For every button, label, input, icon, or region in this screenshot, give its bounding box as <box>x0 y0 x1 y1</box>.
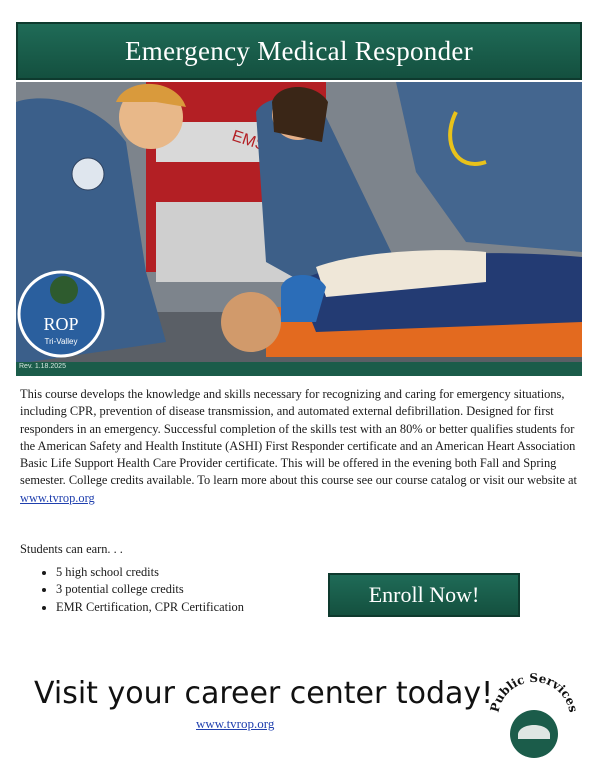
page-title: Emergency Medical Responder <box>125 35 473 66</box>
visit-career-center-heading: Visit your career center today! <box>34 676 494 711</box>
title-banner <box>16 22 582 80</box>
hero-photo <box>16 82 582 364</box>
revision-date: Rev. 1.18.2025 <box>19 363 66 370</box>
list-item: • 3 potential college credits <box>56 581 244 598</box>
earn-title: Students can earn. . . <box>20 542 123 556</box>
benefits-list <box>20 564 244 616</box>
footer-website-link[interactable]: www.tvrop.org <box>196 716 275 731</box>
truck-lettering: EMS <box>229 127 268 155</box>
list-item: • 5 high school credits <box>56 564 244 581</box>
public-services-badge <box>486 664 582 760</box>
description-text: This course develops the knowledge and skills necessary for recognizing and caring for emergency situations, including CPR, prevention of disease transmission, and automated external defibrillation. Designed for first responders in an emergency. Successful completion of the skills test with an 80% or better qualifies students for the American Safety and Health Institute (ASHI) First Responder certificate and an American Heart Association Basic Life Support Health Care Provider certificate. This will be offered in the evening both Fall and Spring semester. College credits available. To learn more about this course see our course catalog or visit our website at <box>20 387 577 488</box>
emt-training-illustration <box>16 82 582 364</box>
course-description <box>20 386 580 507</box>
website-link[interactable]: www.tvrop.org <box>20 490 95 505</box>
badge-label: Public Services <box>487 670 581 714</box>
logo-text: ROP <box>43 314 79 334</box>
list-item: • EMR Certification, CPR Certification <box>56 599 244 616</box>
footer-link-wrap <box>196 716 274 732</box>
logo-subtext: Tri-Valley <box>44 337 78 346</box>
enroll-now-button[interactable]: Enroll Now! <box>328 573 520 617</box>
revision-bar <box>16 362 582 376</box>
